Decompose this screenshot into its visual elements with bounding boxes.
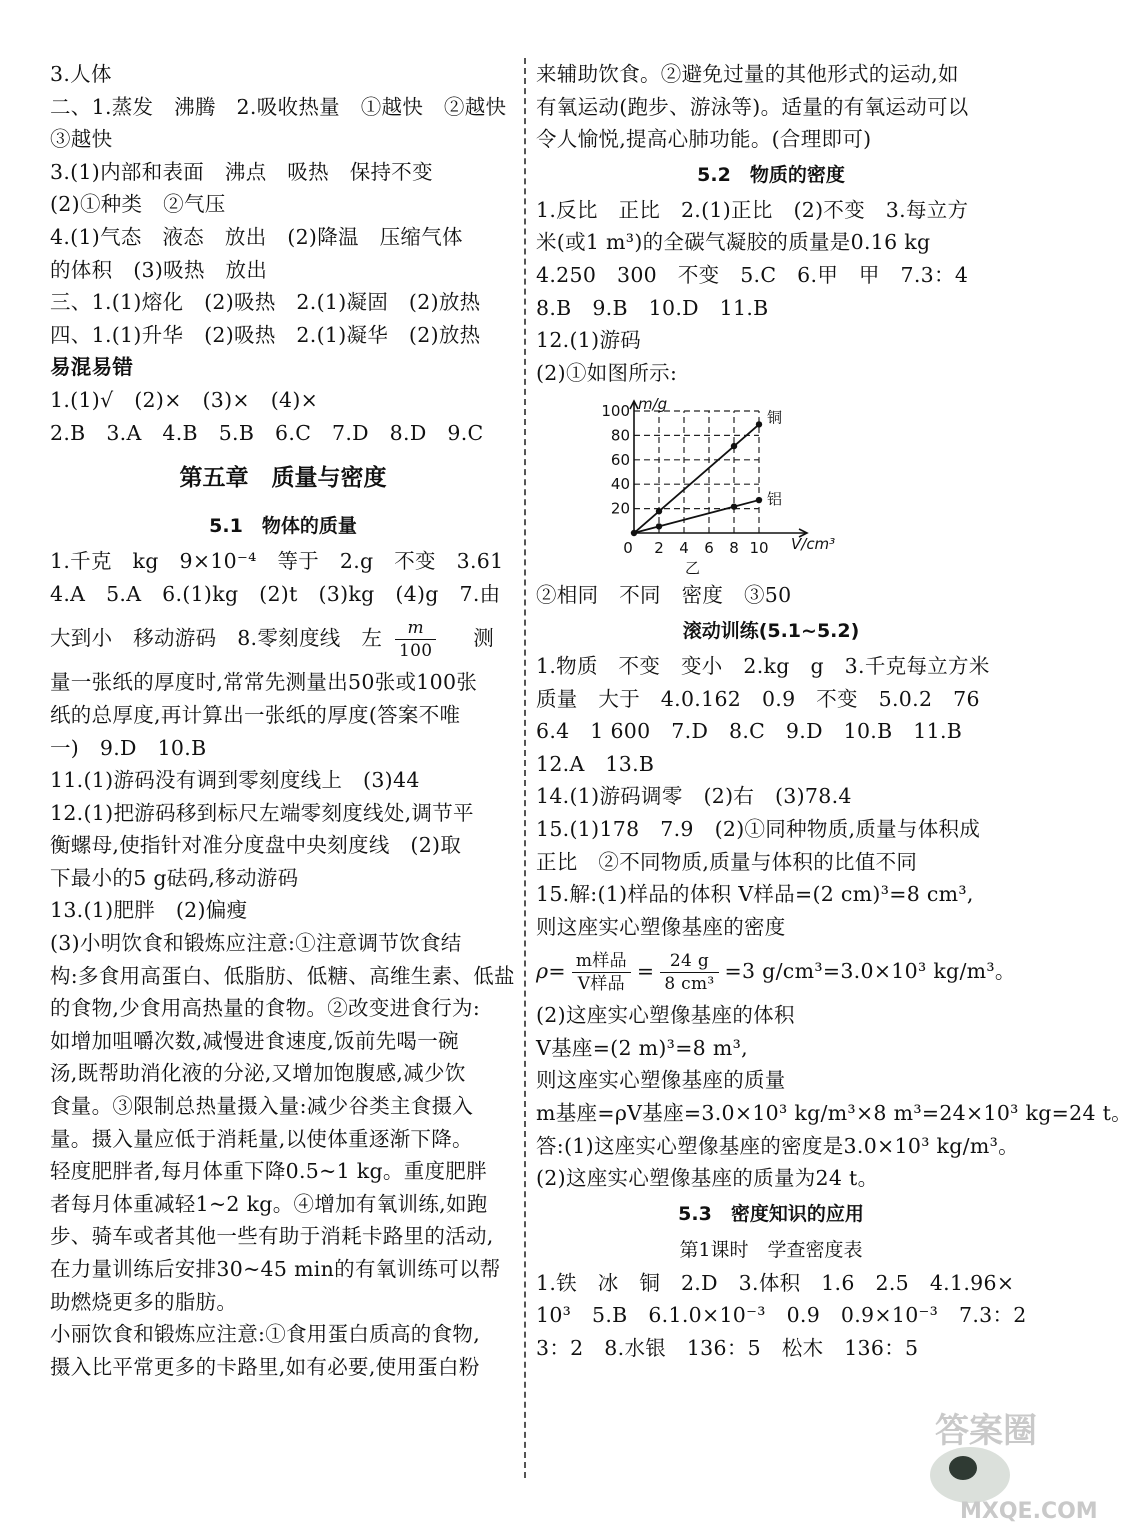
lesson-title: 第1课时 学查密度表 <box>679 1238 863 1261</box>
answer-line: 14.(1)游码调零 (2)右 (3)78.4 <box>536 784 852 809</box>
answer-line: 二、1.蒸发 沸腾 2.吸收热量 ①越快 ②越快 <box>50 94 507 119</box>
left-column <box>50 58 516 1383</box>
answer-line: 量。摄入量应低于消耗量,以使体重逐渐下降。 <box>50 1126 473 1151</box>
right-answers-block-3 <box>536 650 1006 943</box>
answer-line: 12.A 13.B <box>536 751 655 776</box>
answer-line: 纸的总厚度,再计算出一张纸的厚度(答案不唯 <box>50 702 461 727</box>
answer-line: (2)①如图所示: <box>536 360 678 385</box>
answer-line: 8.B 9.B 10.D 11.B <box>536 295 769 320</box>
answer-line: 轻度肥胖者,每月体重下降0.5~1 kg。重度肥胖 <box>50 1159 487 1184</box>
fraction-denominator: V样品 <box>577 974 625 995</box>
answer-line: 摄入比平常更多的卡路里,如有必要,使用蛋白粉 <box>50 1354 480 1379</box>
fraction-24g-over-8cm3 <box>660 950 718 995</box>
answer-line: 1.反比 正比 2.(1)正比 (2)不变 3.每立方 <box>536 197 969 222</box>
answer-line: 有氧运动(跑步、游泳等)。适量的有氧运动可以 <box>536 94 969 119</box>
after-chart-line: ②相同 不同 密度 ③50 <box>536 583 792 608</box>
x-tick-label: 0 <box>623 539 633 558</box>
y-axis-label: m/g <box>638 395 668 414</box>
x-axis-label: V/cm³ <box>791 535 836 554</box>
column-divider <box>524 58 526 1478</box>
y-tick-label: 20 <box>610 499 630 518</box>
answer-line: 4.250 300 不变 5.C 6.甲 甲 7.3：4 <box>536 262 969 287</box>
section-5-1-title: 5.1 物体的质量 <box>209 515 357 538</box>
fraction-line-before: 大到小 移动游码 8.零刻度线 左 <box>50 626 383 651</box>
answer-line: 量一张纸的厚度时,常常先测量出50张或100张 <box>50 670 478 695</box>
watermark-mascot-head <box>949 1456 977 1480</box>
series-label: 铜 <box>767 408 783 427</box>
right-column <box>536 58 1132 1365</box>
answer-line: 质量 大于 4.0.162 0.9 不变 5.0.2 76 <box>536 686 980 711</box>
answer-line: 12.(1)游码 <box>536 328 642 353</box>
answer-line: (3)小明饮食和锻炼应注意:①注意调节饮食结 <box>50 931 462 956</box>
answer-line: V基座=(2 m)³=8 m³, <box>536 1035 748 1060</box>
answer-line: 12.(1)把游码移到标尺左端零刻度线处,调节平 <box>50 800 474 825</box>
answer-line: 则这座实心塑像基座的密度 <box>536 914 786 939</box>
origin-point <box>631 530 637 536</box>
answer-line: 3：2 8.水银 136：5 松木 136：5 <box>536 1336 919 1361</box>
x-tick-label: 8 <box>729 539 739 558</box>
rho-prefix: ρ= <box>536 959 566 984</box>
answer-line: 在力量训练后安排30~45 min的有氧训练可以帮 <box>50 1257 501 1281</box>
answer-line: 则这座实心塑像基座的质量 <box>536 1068 786 1093</box>
answer-line: m基座=ρV基座=3.0×10³ kg/m³×8 m³=24×10³ kg=24 t。 <box>536 1101 1132 1126</box>
left-answers-block-1 <box>50 58 516 449</box>
y-tick-label: 80 <box>610 426 630 445</box>
rho-suffix: =3 g/cm³=3.0×10³ kg/m³。 <box>724 959 1016 984</box>
chapter-title: 第五章 质量与密度 <box>179 465 387 492</box>
answer-line: 15.解:(1)样品的体积 V样品=(2 cm)³=8 cm³, <box>536 882 974 907</box>
answer-line: (2)这座实心塑像基座的体积 <box>536 1003 795 1028</box>
data-point <box>756 422 762 428</box>
answer-line: 1.铁 冰 铜 2.D 3.体积 1.6 2.5 4.1.96× <box>536 1270 1015 1295</box>
answer-line: 15.(1)178 7.9 (2)①同种物质,质量与体积成 <box>536 816 981 841</box>
answer-line: (2)这座实心塑像基座的质量为24 t。 <box>536 1166 879 1191</box>
answer-line: 4.(1)气态 液态 放出 (2)降温 压缩气体 <box>50 224 463 249</box>
right-answers-block-5 <box>536 1267 1027 1365</box>
answer-line: 令人愉悦,提高心肺功能。(合理即可) <box>536 127 872 152</box>
fraction-denominator: 100 <box>399 641 433 662</box>
answer-line: 衡螺母,使指针对准分度盘中央刻度线 (2)取 <box>50 833 462 858</box>
answer-line: 11.(1)游码没有调到零刻度线上 (3)44 <box>50 768 420 793</box>
x-tick-label: 10 <box>749 539 769 558</box>
watermark-text-bottom: MXQE.COM <box>960 1499 1098 1524</box>
answer-line: 1.物质 不变 变小 2.kg g 3.千克每立方米 <box>536 653 990 678</box>
density-formula-line <box>536 943 1016 999</box>
mass-volume-chart <box>601 395 856 578</box>
answer-line: (2)①种类 ②气压 <box>50 192 226 217</box>
chart-caption: 乙 <box>684 559 701 578</box>
answer-line: 者每月体重减轻1~2 kg。④增加有氧训练,如跑 <box>50 1191 488 1216</box>
answer-line: 13.(1)肥胖 (2)偏瘦 <box>50 898 248 923</box>
answer-line: 汤,既帮助消化液的分泌,又增加饱腹感,减少饮 <box>50 1061 466 1086</box>
answer-line: 如增加咀嚼次数,减慢进食速度,饭前先喝一碗 <box>50 1028 459 1053</box>
fraction-numerator: 24 g <box>660 950 718 973</box>
answer-line: 3.人体 <box>50 62 112 86</box>
y-tick-label: 60 <box>610 451 630 470</box>
section-5-2-title: 5.2 物质的密度 <box>697 163 845 186</box>
y-tick-label: 40 <box>610 475 630 494</box>
data-point <box>731 443 737 449</box>
answer-line: 答:(1)这座实心塑像基座的密度是3.0×10³ kg/m³。 <box>536 1133 1019 1158</box>
answer-line: 助燃烧更多的脂肪。 <box>50 1289 238 1314</box>
right-answers-block-4 <box>536 999 1132 1195</box>
fraction-numerator: m <box>395 617 436 640</box>
answer-line: 四、1.(1)升华 (2)吸热 2.(1)凝华 (2)放热 <box>50 322 481 347</box>
section-rolling-training-title: 滚动训练(5.1~5.2) <box>682 619 860 642</box>
answer-line: 1.(1)√ (2)× (3)× (4)× <box>50 387 319 412</box>
answer-line: 2.B 3.A 4.B 5.B 6.C 7.D 8.D 9.C <box>50 420 484 445</box>
data-point <box>756 497 762 503</box>
answer-line: 米(或1 m³)的全碳气凝胶的质量是0.16 kg <box>536 230 931 255</box>
answer-line: 10³ 5.B 6.1.0×10⁻³ 0.9 0.9×10⁻³ 7.3：2 <box>536 1303 1027 1328</box>
watermark-logo <box>905 1390 1098 1530</box>
fraction-line-after: 测 <box>473 626 494 651</box>
x-tick-label: 2 <box>654 539 664 558</box>
data-point <box>656 524 662 530</box>
answer-line: 的食物,少食用高热量的食物。②改变进食行为: <box>50 996 481 1021</box>
left-answers-block-3 <box>50 666 516 1383</box>
answer-line: 6.4 1 600 7.D 8.C 9.D 10.B 11.B <box>536 719 963 744</box>
answer-line: 来辅助饮食。②避免过量的其他形式的运动,如 <box>536 62 959 86</box>
data-point <box>656 508 662 514</box>
fraction-m-over-100 <box>395 617 436 662</box>
answer-line: 易混易错 <box>50 355 134 380</box>
y-tick-label: 100 <box>601 402 630 421</box>
equals-sign: = <box>636 959 655 984</box>
fraction-denominator: 8 cm³ <box>664 974 715 995</box>
data-point <box>731 504 737 510</box>
answer-line: 正比 ②不同物质,质量与体积的比值不同 <box>536 849 918 874</box>
answer-line: 一) 9.D 10.B <box>50 735 207 760</box>
answer-line: 小丽饮食和锻炼应注意:①食用蛋白质高的食物, <box>50 1322 481 1347</box>
answer-line: ③越快 <box>50 127 113 152</box>
answer-line: 三、1.(1)熔化 (2)吸热 2.(1)凝固 (2)放热 <box>50 290 481 315</box>
fraction-line <box>50 610 516 666</box>
answer-line: 步、骑车或者其他一些有助于消耗卡路里的活动, <box>50 1224 494 1249</box>
answer-line: 构:多食用高蛋白、低脂肪、低糖、高维生素、低盐 <box>50 963 515 988</box>
fraction-m-over-v-sample <box>572 950 631 995</box>
answer-line: 的体积 (3)吸热 放出 <box>50 257 268 282</box>
fraction-numerator: m样品 <box>572 950 631 973</box>
right-answers-block-1 <box>536 58 1006 156</box>
series-label: 铝 <box>767 490 783 509</box>
section-5-3-title: 5.3 密度知识的应用 <box>678 1202 864 1225</box>
watermark-text-top: 答案圈 <box>935 1411 1037 1451</box>
x-tick-label: 4 <box>679 539 689 558</box>
right-answers-block-2 <box>536 194 1006 390</box>
answer-line: 3.(1)内部和表面 沸点 吸热 保持不变 <box>50 159 433 184</box>
left-answers-block-2 <box>50 545 516 610</box>
answer-line: 4.A 5.A 6.(1)kg (2)t (3)kg (4)g 7.由 <box>50 581 501 606</box>
answer-line: 下最小的5 g砝码,移动游码 <box>50 865 299 890</box>
answer-line: 食量。③限制总热量摄入量:减少谷类主食摄入 <box>50 1094 474 1119</box>
x-tick-label: 6 <box>704 539 714 558</box>
answer-line: 1.千克 kg 9×10⁻⁴ 等于 2.g 不变 3.61 <box>50 549 504 574</box>
